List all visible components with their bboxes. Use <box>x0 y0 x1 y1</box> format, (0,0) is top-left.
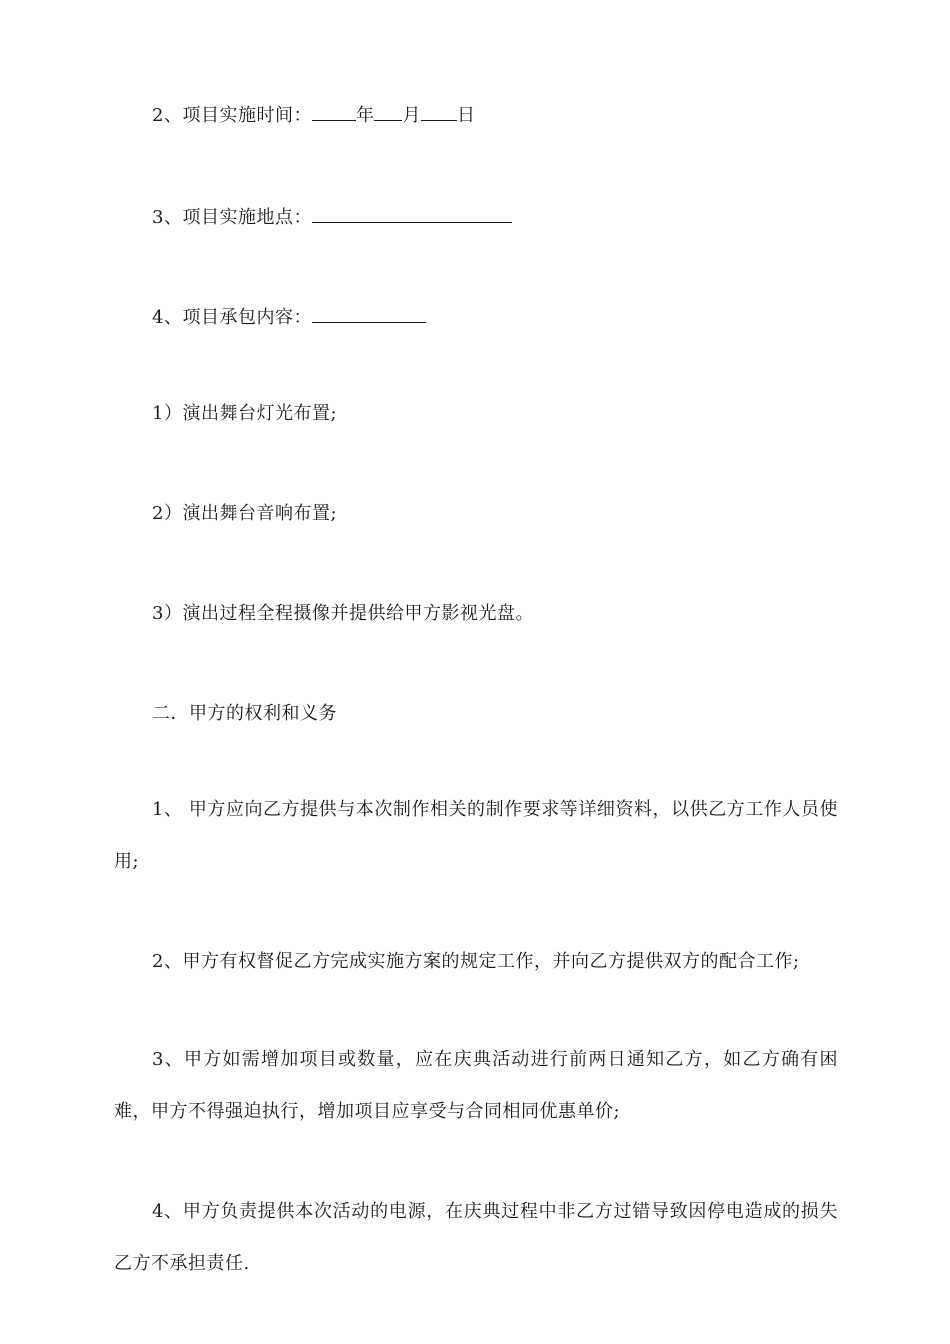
day-unit: 日 <box>456 105 476 126</box>
year-unit: 年 <box>355 105 375 126</box>
month-unit: 月 <box>402 105 421 126</box>
item-content-label: 4、项目承包内容： <box>152 307 312 328</box>
place-blank <box>312 204 512 223</box>
sub-item-video: 3）演出过程全程摄像并提供给甲方影视光盘。 <box>152 603 534 624</box>
item-time-label: 2、项目实施时间： <box>152 105 312 126</box>
item-content <box>152 304 426 330</box>
clause-4: 4、甲方负责提供本次活动的电源，在庆典过程中非乙方过错导致因停电造成的损失乙方不承担责任. <box>114 1201 838 1274</box>
year-blank <box>312 102 356 121</box>
clause-3: 3、甲方如需增加项目或数量，应在庆典活动进行前两日通知乙方，如乙方确有困难，甲方不得强迫执行，增加项目应享受与合同相同优惠单价; <box>114 1049 838 1122</box>
item-place <box>152 204 512 230</box>
sub-item-sound: 2）演出舞台音响布置; <box>152 503 338 524</box>
content-blank <box>312 304 426 323</box>
sub-item-lighting: 1）演出舞台灯光布置; <box>152 403 338 424</box>
clause-1: 1、 甲方应向乙方提供与本次制作相关的制作要求等详细资料，以供乙方工作人员使用; <box>114 799 838 872</box>
item-time <box>152 102 475 128</box>
section-heading: 二．甲方的权利和义务 <box>152 703 337 724</box>
item-place-label: 3、项目实施地点： <box>152 207 312 228</box>
month-blank <box>374 102 402 121</box>
clause-2: 2、甲方有权督促乙方完成实施方案的规定工作，并向乙方提供双方的配合工作; <box>152 951 800 972</box>
day-blank <box>421 102 457 121</box>
